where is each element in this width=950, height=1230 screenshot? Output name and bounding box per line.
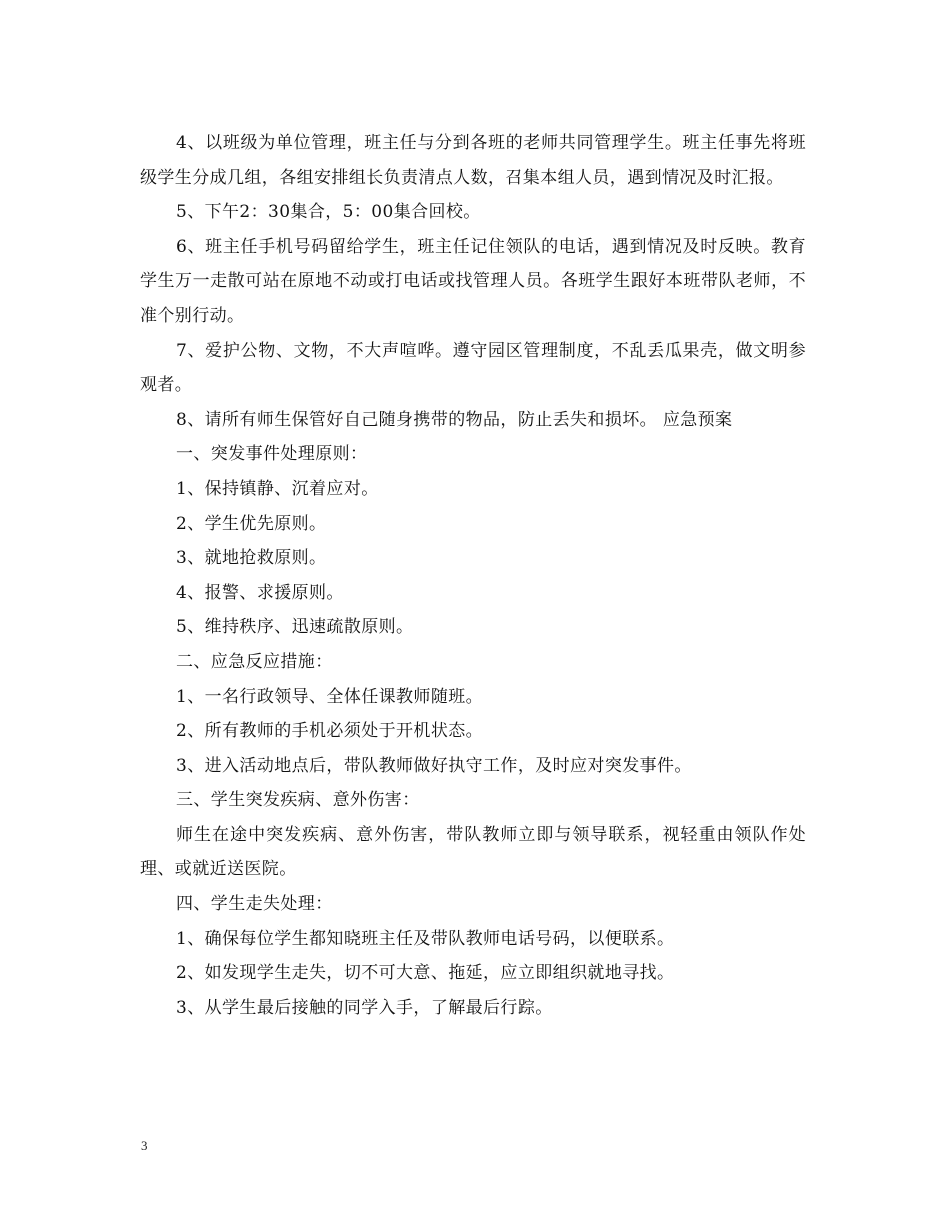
list-item: 1、保持镇静、沉着应对。	[176, 478, 379, 499]
list-item: 3、从学生最后接触的同学入手，了解最后行踪。	[176, 997, 553, 1018]
paragraph: 师生在途中突发疾病、意外伤害，带队教师立即与领导联系，视轻重由领队作处理、或就近送医院。	[140, 824, 806, 880]
list-item: 3、就地抢救原则。	[176, 548, 327, 569]
section-heading: 一、突发事件处理原则：	[176, 444, 368, 465]
paragraph: 7、爱护公物、文物，不大声喧哗。遵守园区管理制度，不乱丢瓜果壳，做文明参观者。	[140, 340, 806, 396]
paragraph: 4、以班级为单位管理，班主任与分到各班的老师共同管理学生。班主任事先将班级学生分成几组，各组安排组长负责清点人数，召集本组人员，遇到情况及时汇报。	[140, 133, 806, 188]
list-item: 5、维持秩序、迅速疏散原则。	[176, 617, 414, 638]
list-item: 2、如发现学生走失，切不可大意、拖延，应立即组织就地寻找。	[176, 963, 675, 984]
page-number: 3	[141, 1138, 148, 1153]
section-heading: 二、应急反应措施：	[176, 651, 333, 672]
list-item: 1、一名行政领导、全体任课教师随班。	[176, 686, 484, 707]
section-heading: 三、学生突发疾病、意外伤害：	[176, 790, 420, 811]
list-item: 2、所有教师的手机必须处于开机状态。	[176, 721, 484, 742]
paragraph: 6、班主任手机号码留给学生，班主任记住领队的电话，遇到情况及时反映。教育学生万一走散可站在原地不动或打电话或找管理人员。各班学生跟好本班带队老师，不准个别行动。	[140, 236, 806, 326]
document-body	[140, 126, 806, 1025]
section-heading: 四、学生走失处理：	[176, 894, 333, 915]
list-item: 3、进入活动地点后，带队教师做好执守工作，及时应对突发事件。	[176, 755, 692, 776]
paragraph: 8、请所有师生保管好自己随身携带的物品，防止丢失和损坏。 应急预案	[176, 409, 733, 430]
list-item: 1、确保每位学生都知晓班主任及带队教师电话号码，以便联系。	[176, 928, 675, 949]
list-item: 4、报警、求援原则。	[176, 582, 344, 603]
list-item: 2、学生优先原则。	[176, 513, 327, 534]
paragraph: 5、下午2：30集合，5：00集合回校。	[176, 202, 481, 223]
